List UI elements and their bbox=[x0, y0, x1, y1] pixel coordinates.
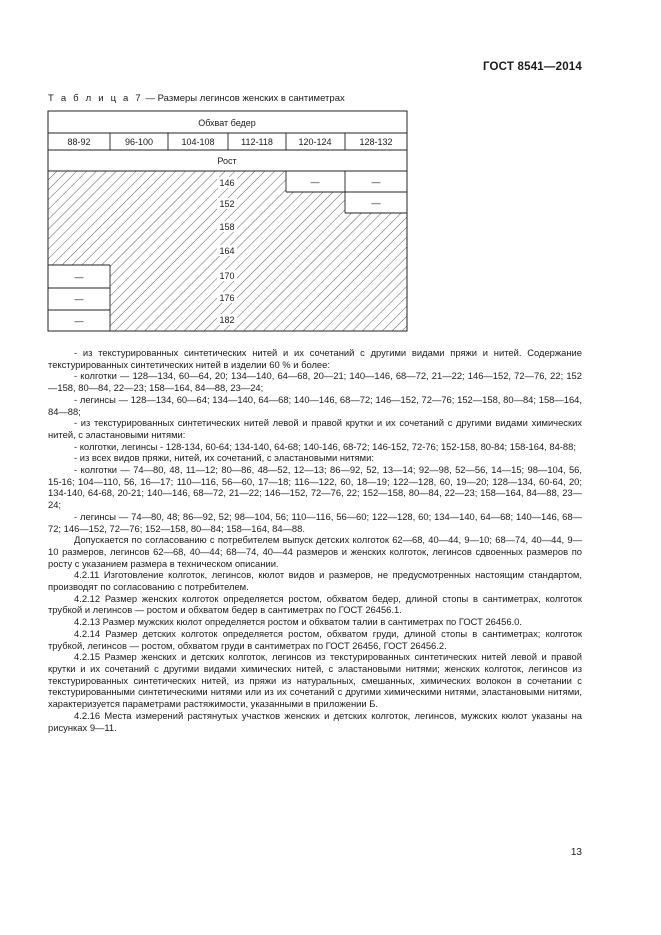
paragraph: Допускается по согласованию с потребителем выпуск детских колготок 62—68, 40—44, 9—10; 68—74, 40—44, 9—10 размеров, легинсов 62—68, 40—44; 68—74, 40—44 размеров и женских колготок, легинсов сдвоенных размеров по росту с указанием размера в техническом описании. bbox=[48, 534, 582, 569]
paragraph: - из всех видов пряжи, нитей, их сочетаний, с эластановыми нитями: bbox=[74, 452, 374, 464]
height-labels bbox=[217, 177, 237, 325]
height-152: 152 bbox=[219, 199, 235, 209]
paragraph: 4.2.16 Места измерений растянутых участков женских и детских колготок, легинсов, мужских кюлот указаны на рисунках 9—11. bbox=[48, 709, 582, 733]
dash-cell: — bbox=[74, 294, 84, 304]
hip-col-3: 104-108 bbox=[181, 137, 215, 147]
paragraph: 4.2.12 Размер женских колготок определяется ростом, обхватом бедер, длиной стопы в сантиметрах, колготок трубкой и легинсов — ростом и обхватом бедер в сантиметрах по ГОСТ 26456.1. bbox=[48, 592, 582, 616]
dash-cell: — bbox=[371, 177, 381, 187]
paragraph: 4.2.13 Размер мужских кюлот определяется ростом и обхватом талии в сантиметрах по ГОСТ 26456.0. bbox=[74, 616, 522, 628]
paragraph: - легинсы — 128—134, 60—64; 134—140, 64—68; 140—146, 68—72; 146—152, 72—76; 152—158, 80—84; 158—164, 84—88; bbox=[48, 393, 582, 417]
page-number: 13 bbox=[570, 847, 582, 858]
height-146: 146 bbox=[219, 178, 235, 188]
hip-col-4: 112-118 bbox=[241, 137, 273, 147]
size-table bbox=[0, 0, 661, 340]
height-182: 182 bbox=[219, 315, 235, 325]
paragraph: - из текстурированных синтетических нитей левой и правой крутки и их сочетаний с другими видами химических нитей, с эластановыми нитями: bbox=[48, 417, 582, 440]
paragraph: 4.2.11 Изготовление колготок, легинсов, кюлот видов и размеров, не предусмотренных настоящим стандартом, производят по согласованию с потребителем. bbox=[48, 569, 582, 593]
dash-cell: — bbox=[74, 316, 84, 326]
height-170: 170 bbox=[219, 271, 235, 281]
paragraph: 4.2.14 Размер детских колготок определяется ростом, обхватом груди, длиной стопы в сантиметрах; колготок трубкой, легинсов — ростом, обхватом груди в сантиметрах по ГОСТ 26456, ГОСТ 26456.2. bbox=[48, 627, 582, 651]
body-text bbox=[48, 347, 582, 733]
height-158: 158 bbox=[219, 222, 235, 232]
paragraph: - из текстурированных синтетических нитей и их сочетаний с другими видами пряжи и нитей. Содержание текстурированных синтетических нитей в изделии 60 % и более: bbox=[48, 347, 582, 370]
paragraph: - колготки — 128—134, 60—64, 20; 134—140, 64—68, 20—21; 140—146, 68—72, 21—22; 146—152, 72—76, 22; 152—158, 80—84, 22—23; 158—164, 84—88, 23—24; bbox=[48, 370, 582, 394]
hip-header: Обхват бедер bbox=[198, 118, 256, 128]
height-164: 164 bbox=[219, 246, 235, 256]
document-code: ГОСТ 8541—2014 bbox=[482, 61, 582, 73]
hip-col-1: 88-92 bbox=[67, 137, 91, 147]
hip-col-2: 96-100 bbox=[124, 137, 154, 147]
paragraph: - легинсы — 74—80, 48; 86—92, 52; 98—104, 56; 110—116, 56—60; 122—128, 60; 134—140, 64—68; 140—146, 68—72; 146—152, 72—76; 152—158, 80—84; 158—164, 84—88. bbox=[48, 510, 582, 534]
table-caption-title: — Размеры легинсов женских в сантиметрах bbox=[142, 93, 345, 104]
dash-cell: — bbox=[371, 198, 381, 208]
height-176: 176 bbox=[219, 293, 235, 303]
height-header: Рост bbox=[217, 156, 237, 166]
paragraph: - колготки, легинсы - 128-134, 60-64; 134-140, 64-68; 140-146, 68-72; 146-152, 72-76; 152-158, 80-84; 158-164, 84-88; bbox=[74, 440, 576, 452]
hip-col-5: 120-124 bbox=[298, 137, 332, 147]
dash-cell: — bbox=[74, 272, 84, 282]
paragraph: 4.2.15 Размер женских и детских колготок, легинсов из текстурированных синтетических нитей левой и правой крутки и их сочетаний с другими видами химических нитей, с эластановыми нитями; женских колготок, легинсов из текстурированных синтетических нитей, из пряжи из натуральных, смешанных, химических волокон в сочетании с текстурированными синтетическими нитями или из их сочетаний с другими химическими нитями, эластановыми нитями, характеризуется параметрами растяжимости, указанными в приложении Б. bbox=[48, 651, 582, 710]
hip-col-6: 128-132 bbox=[359, 137, 393, 147]
table-caption-prefix: Т а б л и ц а 7 bbox=[48, 93, 143, 104]
paragraph: - колготки — 74—80, 48, 11—12; 80—86, 48—52, 12—13; 86—92, 52, 13—14; 92—98, 52—56, 14—15; 98—104, 56, 15-16; 104—110, 56, 16—17; 110—116, 56—60, 17—18; 116—122, 60, 18—19; 122—128, 60, 19—20; 128—134, 60-64, 20; 134-140, 64-68, 20-21; 140—146, 68—72, 21—22; 146—152, 72—76, 22; 152—158, 80—84, 22—23; 158—164, 84—88, 23—24; bbox=[48, 464, 582, 511]
dash-cell: — bbox=[310, 177, 320, 187]
